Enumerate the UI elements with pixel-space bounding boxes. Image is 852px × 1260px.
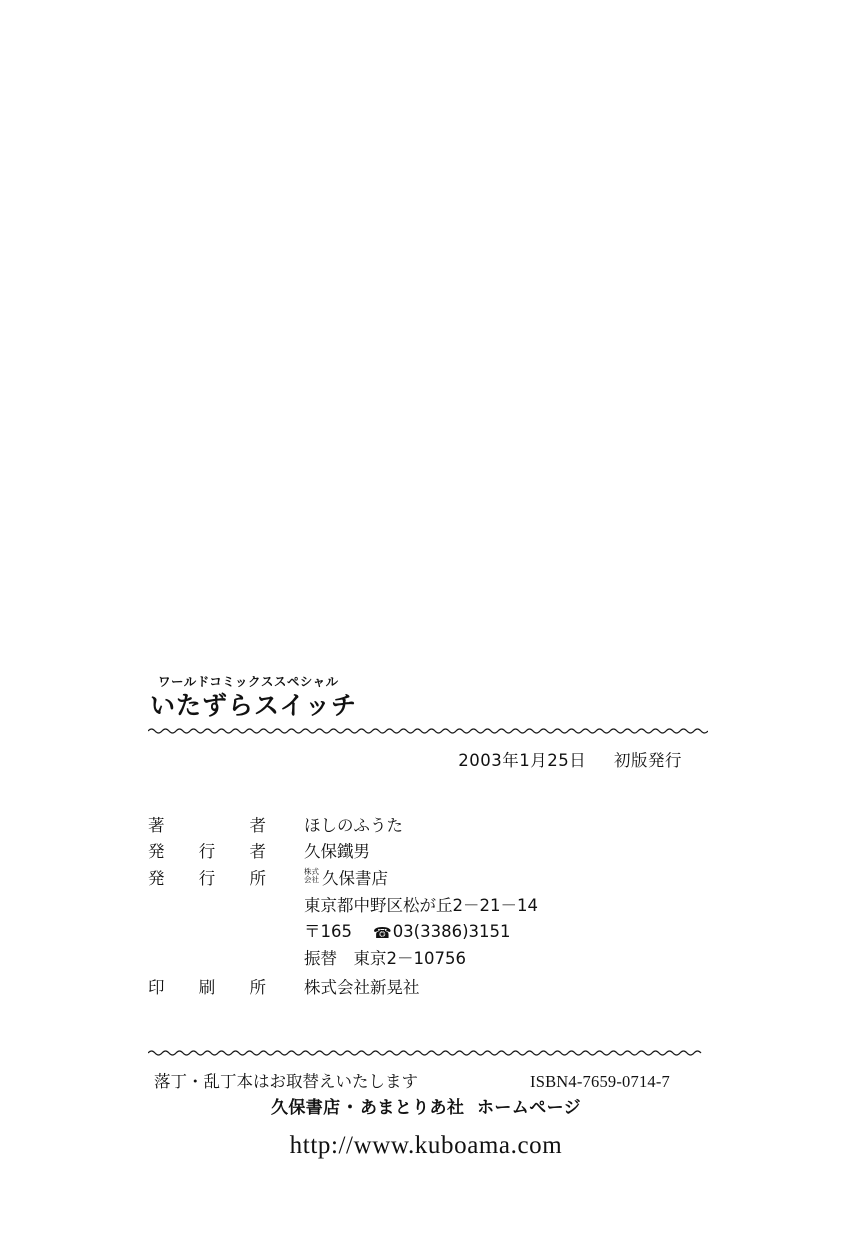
credit-label-publisher: 発行所: [148, 868, 266, 888]
publisher-furikae: 振替 東京2－10756: [304, 949, 466, 969]
credit-row-postal-phone: [148, 919, 708, 946]
book-title: いたずらスイッチ: [150, 691, 358, 720]
publication-date-row: [148, 747, 708, 771]
credits-table: [148, 813, 708, 1002]
homepage-label-left: 久保書店: [270, 1098, 341, 1118]
credit-row-printer: [148, 973, 708, 1002]
publisher-postal-phone: [266, 919, 708, 946]
credit-label-blank-2: [148, 919, 266, 946]
homepage-label-right: ホームページ: [477, 1098, 582, 1118]
telephone-icon: ☎: [373, 924, 392, 943]
homepage-label: [0, 1093, 852, 1118]
wavy-divider-top: [148, 726, 708, 735]
credit-row-publisher: [148, 866, 708, 893]
edition-label: 初版発行: [614, 750, 682, 770]
credit-label-publisher-person: 発行者: [148, 842, 266, 862]
publisher-name: 久保書店: [322, 868, 388, 888]
credit-label-blank-1: [148, 893, 266, 920]
publisher-phone: 03(3386)3151: [392, 922, 511, 942]
series-label: ワールドコミックススペシャル: [158, 674, 339, 689]
wavy-divider-bottom: [148, 1048, 708, 1057]
wavy-divider-bottom-wrap: [148, 1048, 708, 1057]
kabushiki-kaisha-mark: [304, 868, 319, 883]
isbn-code: ISBN4-7659-0714-7: [530, 1071, 670, 1091]
kk-mark-top: 株式: [304, 867, 319, 877]
homepage-label-mid: あまとりあ社: [359, 1098, 465, 1118]
credit-label-blank-3: [148, 946, 266, 973]
postal-code: 〒165: [304, 922, 352, 942]
credit-value-printer: 株式会社新晃社: [304, 977, 420, 997]
credit-label-printer: 印刷所: [148, 977, 266, 997]
credit-row-address: [148, 893, 708, 920]
kk-mark-bottom: 会社: [304, 874, 319, 884]
credit-value-publisher: [266, 866, 708, 893]
defect-exchange-note: 落丁・乱丁本はお取替えいたします: [154, 1071, 418, 1091]
notes-row: [148, 1068, 708, 1092]
credit-label-author: 著 者: [148, 815, 266, 835]
credit-row-furikae: [148, 946, 708, 973]
homepage-label-separator: ・: [341, 1098, 359, 1118]
credit-value-author: ほしのふうた: [304, 815, 403, 835]
colophon-block: [148, 672, 708, 1092]
credit-value-publisher-person: 久保鐵男: [304, 842, 370, 862]
publication-date: 2003年1月25日: [458, 750, 587, 770]
credit-row-publisher-person: [148, 839, 708, 866]
credit-row-author: [148, 813, 708, 840]
homepage-url[interactable]: http://www.kuboama.com: [289, 1132, 563, 1159]
homepage-footer: [0, 1093, 852, 1160]
publisher-address: 東京都中野区松が丘2－21－14: [304, 895, 538, 915]
